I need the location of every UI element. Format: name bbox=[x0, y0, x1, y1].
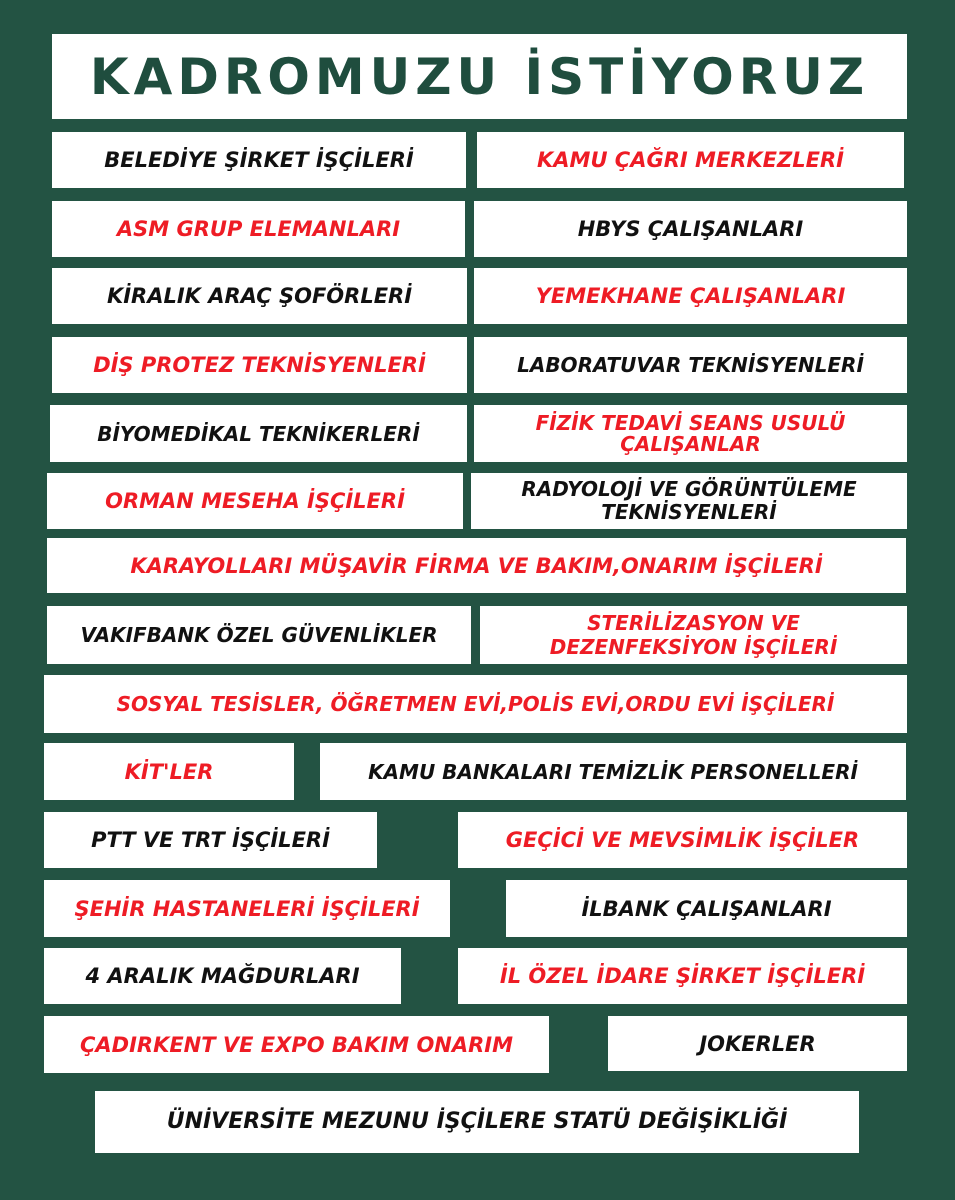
item-kitler: KİT'LER bbox=[44, 743, 294, 800]
item-sterilizasyon-isciler: STERİLİZASYON VE DEZENFEKSİYON İŞÇİLERİ bbox=[480, 606, 907, 664]
item-asm-grup-elemanlari: ASM GRUP ELEMANLARI bbox=[52, 201, 465, 257]
item-universite-mezunu-statu: ÜNİVERSİTE MEZUNU İŞÇİLERE STATÜ DEĞİŞİKLİĞİ bbox=[95, 1091, 859, 1153]
item-kiralik-arac-soforleri: KİRALIK ARAÇ ŞOFÖRLERİ bbox=[52, 268, 467, 324]
item-cadirkent-expo: ÇADIRKENT VE EXPO BAKIM ONARIM bbox=[44, 1016, 549, 1073]
item-vakifbank-ozel-guvenlikler: VAKIFBANK ÖZEL GÜVENLİKLER bbox=[47, 606, 471, 664]
item-fizik-tedavi-calisanlar: FİZİK TEDAVİ SEANS USULÜ ÇALIŞANLAR bbox=[474, 405, 907, 462]
page-title: KADROMUZU İSTİYORUZ bbox=[52, 34, 907, 119]
item-dis-protez-teknisyenleri: DİŞ PROTEZ TEKNİSYENLERİ bbox=[52, 337, 467, 393]
item-orman-meseha-isciler: ORMAN MESEHA İŞÇİLERİ bbox=[47, 473, 463, 529]
item-belediye-sirket-isciler: BELEDİYE ŞİRKET İŞÇİLERİ bbox=[52, 132, 466, 188]
item-radyoloji-teknisyenleri: RADYOLOJİ VE GÖRÜNTÜLEME TEKNİSYENLERİ bbox=[471, 473, 907, 529]
item-jokerler: JOKERLER bbox=[608, 1016, 907, 1071]
item-il-ozel-idare-isciler: İL ÖZEL İDARE ŞİRKET İŞÇİLERİ bbox=[458, 948, 907, 1004]
item-ilbank-calisanlari: İLBANK ÇALIŞANLARI bbox=[506, 880, 907, 937]
item-sosyal-tesisler-isciler: SOSYAL TESİSLER, ÖĞRETMEN EVİ,POLİS EVİ,ORDU EVİ İŞÇİLERİ bbox=[44, 675, 907, 733]
item-sehir-hastaneleri-isciler: ŞEHİR HASTANELERİ İŞÇİLERİ bbox=[44, 880, 450, 937]
item-biyomedikal-teknikerleri: BİYOMEDİKAL TEKNİKERLERİ bbox=[50, 405, 467, 462]
item-gecici-mevsimlik-isciler: GEÇİCİ VE MEVSİMLİK İŞÇİLER bbox=[458, 812, 907, 868]
item-4-aralik-magdurlari: 4 ARALIK MAĞDURLARI bbox=[44, 948, 401, 1004]
item-karayollari-isciler: KARAYOLLARI MÜŞAVİR FİRMA VE BAKIM,ONARIM İŞÇİLERİ bbox=[47, 538, 906, 593]
item-yemekhane-calisanlari: YEMEKHANE ÇALIŞANLARI bbox=[474, 268, 907, 324]
item-kamu-bankalari-temizlik: KAMU BANKALARI TEMİZLİK PERSONELLERİ bbox=[320, 743, 906, 800]
item-hbys-calisanlari: HBYS ÇALIŞANLARI bbox=[474, 201, 907, 257]
item-kamu-cagri-merkezleri: KAMU ÇAĞRI MERKEZLERİ bbox=[477, 132, 904, 188]
item-laboratuvar-teknisyenleri: LABORATUVAR TEKNİSYENLERİ bbox=[474, 337, 907, 393]
item-ptt-trt-isciler: PTT VE TRT İŞÇİLERİ bbox=[44, 812, 377, 868]
